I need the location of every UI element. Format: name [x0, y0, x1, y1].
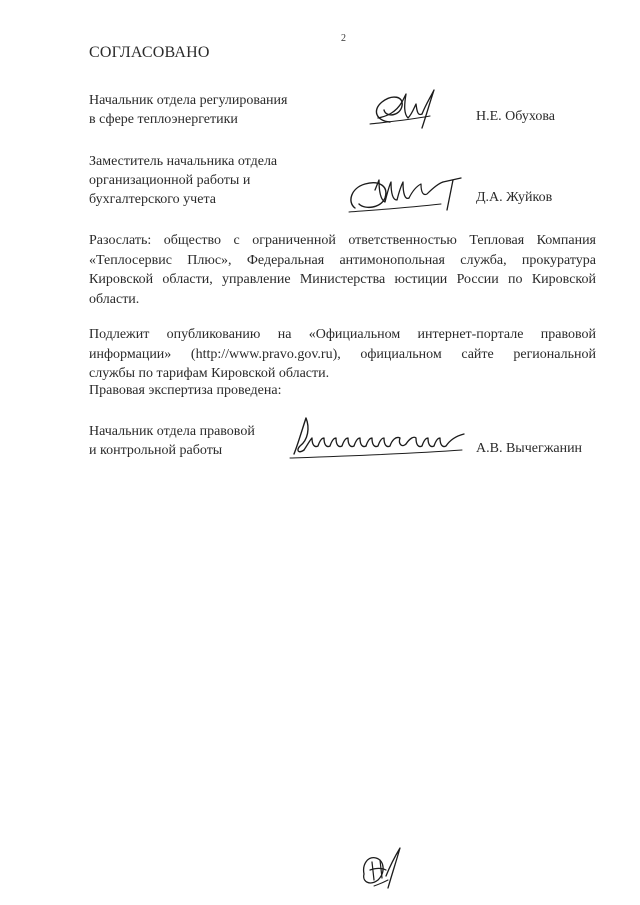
approval-heading: СОГЛАСОВАНО: [89, 44, 210, 61]
approval-2-position-line: Заместитель начальника отдела: [89, 154, 278, 169]
approval-2-name: Д.А. Жуйков: [476, 190, 553, 205]
approval-2-position-line: бухгалтерского учета: [89, 192, 216, 207]
distribution-line: Кировской области, управление Министерства юстиции России по Кировской: [89, 272, 596, 287]
publication-line: Подлежит опубликованию на «Официальном интернет-портале правовой: [89, 327, 596, 342]
legal-review-name: А.В. Вычегжанин: [476, 441, 583, 456]
approval-2-position-line: организационной работы и: [89, 173, 251, 188]
distribution-line: области.: [89, 291, 140, 307]
approval-1-position-line: в сфере теплоэнергетики: [89, 112, 238, 127]
publication-line: информации» (http://www.pravo.gov.ru), официальном сайте региональной: [89, 346, 596, 362]
approval-1-position-line: Начальник отдела регулирования: [89, 93, 288, 108]
publication-paragraph: [89, 325, 596, 384]
legal-review-signature: [288, 414, 466, 460]
legal-expertise-note: Правовая экспертиза проведена:: [89, 383, 282, 398]
distribution-line: Разослать: общество с ограниченной ответственностью Тепловая Компания: [89, 233, 596, 248]
legal-review-position-line: Начальник отдела правовой: [89, 424, 255, 439]
approval-1-signature: [368, 88, 438, 133]
approval-1-position: [89, 91, 287, 129]
initials-mark: [356, 846, 406, 892]
approval-2-position: [89, 152, 277, 209]
legal-review-position: [89, 422, 255, 460]
distribution-line: «Теплосервис Плюс», Федеральная антимонопольная служба, прокуратура: [89, 252, 596, 268]
page-number: 2: [341, 33, 346, 44]
publication-line: службы по тарифам Кировской области.: [89, 366, 330, 381]
approval-2-signature: [345, 172, 465, 217]
legal-review-position-line: и контрольной работы: [89, 443, 223, 458]
approval-1-name: Н.Е. Обухова: [476, 109, 555, 124]
distribution-paragraph: [89, 231, 596, 309]
